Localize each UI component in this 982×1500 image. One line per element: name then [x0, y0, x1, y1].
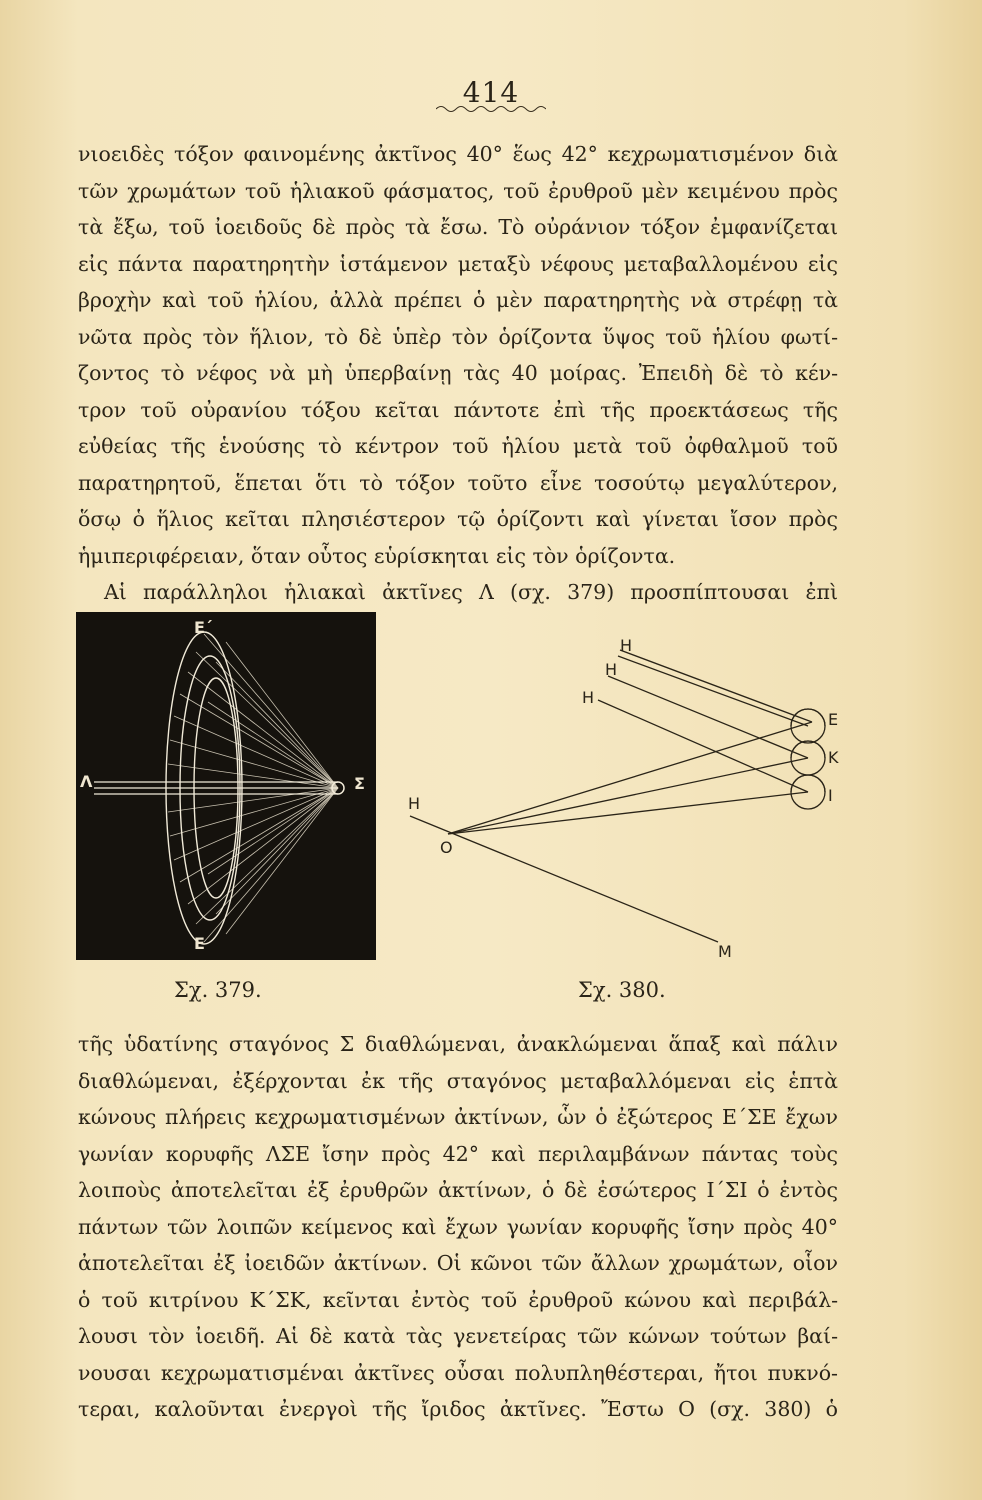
text-line: ἡμιπεριφέρειαν, ὅταν οὗτος εὑρίσκηται εἰς τὸν ὁρίζοντα. [78, 543, 676, 568]
figure-380-label-h3: Η [582, 688, 595, 707]
figure-380-label-m: Μ [718, 942, 732, 961]
figure-379 [76, 612, 376, 960]
text-line: βροχὴν καὶ τοῦ ἡλίου, ἀλλὰ πρέπει ὁ μὲν παρατηρητὴς νὰ στρέφῃ τὰ [78, 288, 838, 312]
text-line: ζοντος τὸ νέφος νὰ μὴ ὑπερβαίνῃ τὰς 40 μοίρας. Ἐπειδὴ δὲ τὸ κέν- [78, 361, 838, 385]
text-line: πάντων τῶν λοιπῶν κείμενος καὶ ἔχων γωνίαν κορυφῆς ἴσην πρὸς 40° [78, 1214, 838, 1239]
figure-380-label-e: Ε [828, 710, 839, 729]
page-number: 414 [462, 76, 520, 109]
text-line: Αἱ παράλληλοι ἡλιακαὶ ἀκτῖνες Λ (σχ. 379) προσπίπτουσαι ἐπὶ [104, 580, 838, 604]
text-line: ὁ τοῦ κιτρίνου Κ΄ΣΚ, κεῖνται ἐντὸς τοῦ ἐρυθροῦ κώνου καὶ περιβάλ- [78, 1287, 838, 1312]
figure-380-label-h2: Η [605, 660, 618, 679]
figure-379-label-e-prime: Ε΄ [194, 618, 212, 637]
figure-379-drawing [76, 612, 376, 960]
text-line: λουσι τὸν ἰοειδῆ. Αἱ δὲ κατὰ τὰς γενετείρας τῶν κώνων τούτων βαί- [78, 1324, 838, 1348]
figure-380-label-i: Ι [828, 786, 833, 805]
text-line: νῶτα πρὸς τὸν ἥλιον, τὸ δὲ ὑπὲρ τὸν ὁρίζοντα ὕψος τοῦ ἡλίου φωτί- [78, 324, 838, 349]
figure-379-label-sigma: Σ [354, 774, 365, 793]
text-line: ὅσῳ ὁ ἥλιος κεῖται πλησιέστερον τῷ ὁρίζοντι καὶ γίνεται ἴσον πρὸς [78, 507, 838, 531]
page-number-ornament [436, 104, 546, 114]
text-line: εὐθείας τῆς ἑνούσης τὸ κέντρον τοῦ ἡλίου μετὰ τοῦ ὀφθαλμοῦ τοῦ [78, 434, 838, 458]
text-line: τῆς ὑδατίνης σταγόνος Σ διαθλώμεναι, ἀνακλώμεναι ἅπαξ καὶ πάλιν [78, 1032, 838, 1056]
text-line: παρατηρητοῦ, ἕπεται ὅτι τὸ τόξον τοῦτο εἶνε τοσούτῳ μεγαλύτερον, [78, 470, 838, 495]
text-line: κώνους πλήρεις κεχρωματισμένων ἀκτίνων, ὧν ὁ ἐξώτερος Ε΄ΣΕ ἔχων [78, 1105, 838, 1129]
figure-379-label-e: Ε [194, 934, 205, 953]
figure-380 [400, 636, 860, 970]
text-line: τεραι, καλοῦνται ἐνεργοὶ τῆς ἴριδος ἀκτῖνες. Ἔστω Ο (σχ. 380) ὁ [78, 1397, 838, 1421]
figure-380-drawing [400, 640, 860, 970]
text-block-top [78, 136, 838, 611]
figure-380-label-o: Ο [440, 838, 453, 857]
figure-380-label-k: Κ [828, 748, 839, 767]
text-line: τὰ ἔξω, τοῦ ἰοειδοῦς δὲ πρὸς τὰ ἔσω. Τὸ οὐράνιον τόξον ἐμφανίζεται [78, 215, 838, 239]
figure-380-label-h1: Η [620, 636, 633, 655]
text-line: ἀποτελεῖται ἐξ ἰοειδῶν ἀκτίνων. Οἱ κῶνοι τῶν ἄλλων χρωμάτων, οἷον [78, 1251, 838, 1275]
text-block-bottom [78, 1026, 838, 1428]
text-line: γωνίαν κορυφῆς ΛΣΕ ἴσην πρὸς 42° καὶ περιλαμβάνων πάντας τοὺς [78, 1141, 838, 1166]
figure-380-label-h4: Η [408, 794, 421, 813]
text-line: τρον τοῦ οὐρανίου τόξου κεῖται πάντοτε ἐπὶ τῆς προεκτάσεως τῆς [78, 397, 838, 422]
text-line: νιοειδὲς τόξον φαινομένης ἀκτῖνος 40° ἕως 42° κεχρωματισμένον διὰ [78, 142, 838, 166]
text-line: διαθλώμεναι, ἐξέρχονται ἐκ τῆς σταγόνος μεταβαλλόμεναι εἰς ἑπτὰ [78, 1068, 838, 1093]
text-line: νουσαι κεχρωματισμέναι ἀκτῖνες οὖσαι πολυπληθέστεραι, ἤτοι πυκνό- [78, 1360, 838, 1385]
figure-379-label-lambda: Λ [80, 772, 93, 791]
text-line: τῶν χρωμάτων τοῦ ἡλιακοῦ φάσματος, τοῦ ἐρυθροῦ μὲν κειμένου πρὸς [78, 178, 838, 203]
figure-380-caption: Σχ. 380. [578, 978, 666, 1002]
text-line: εἰς πάντα παρατηρητὴν ἱστάμενον μεταξὺ νέφους μεταβαλλομένου εἰς [78, 251, 838, 276]
text-line: λοιποὺς ἀποτελεῖται ἐξ ἐρυθρῶν ἀκτίνων, ὁ δὲ ἐσώτερος Ι΄ΣΙ ὁ ἐντὸς [78, 1178, 838, 1202]
figure-379-caption: Σχ. 379. [174, 978, 262, 1002]
